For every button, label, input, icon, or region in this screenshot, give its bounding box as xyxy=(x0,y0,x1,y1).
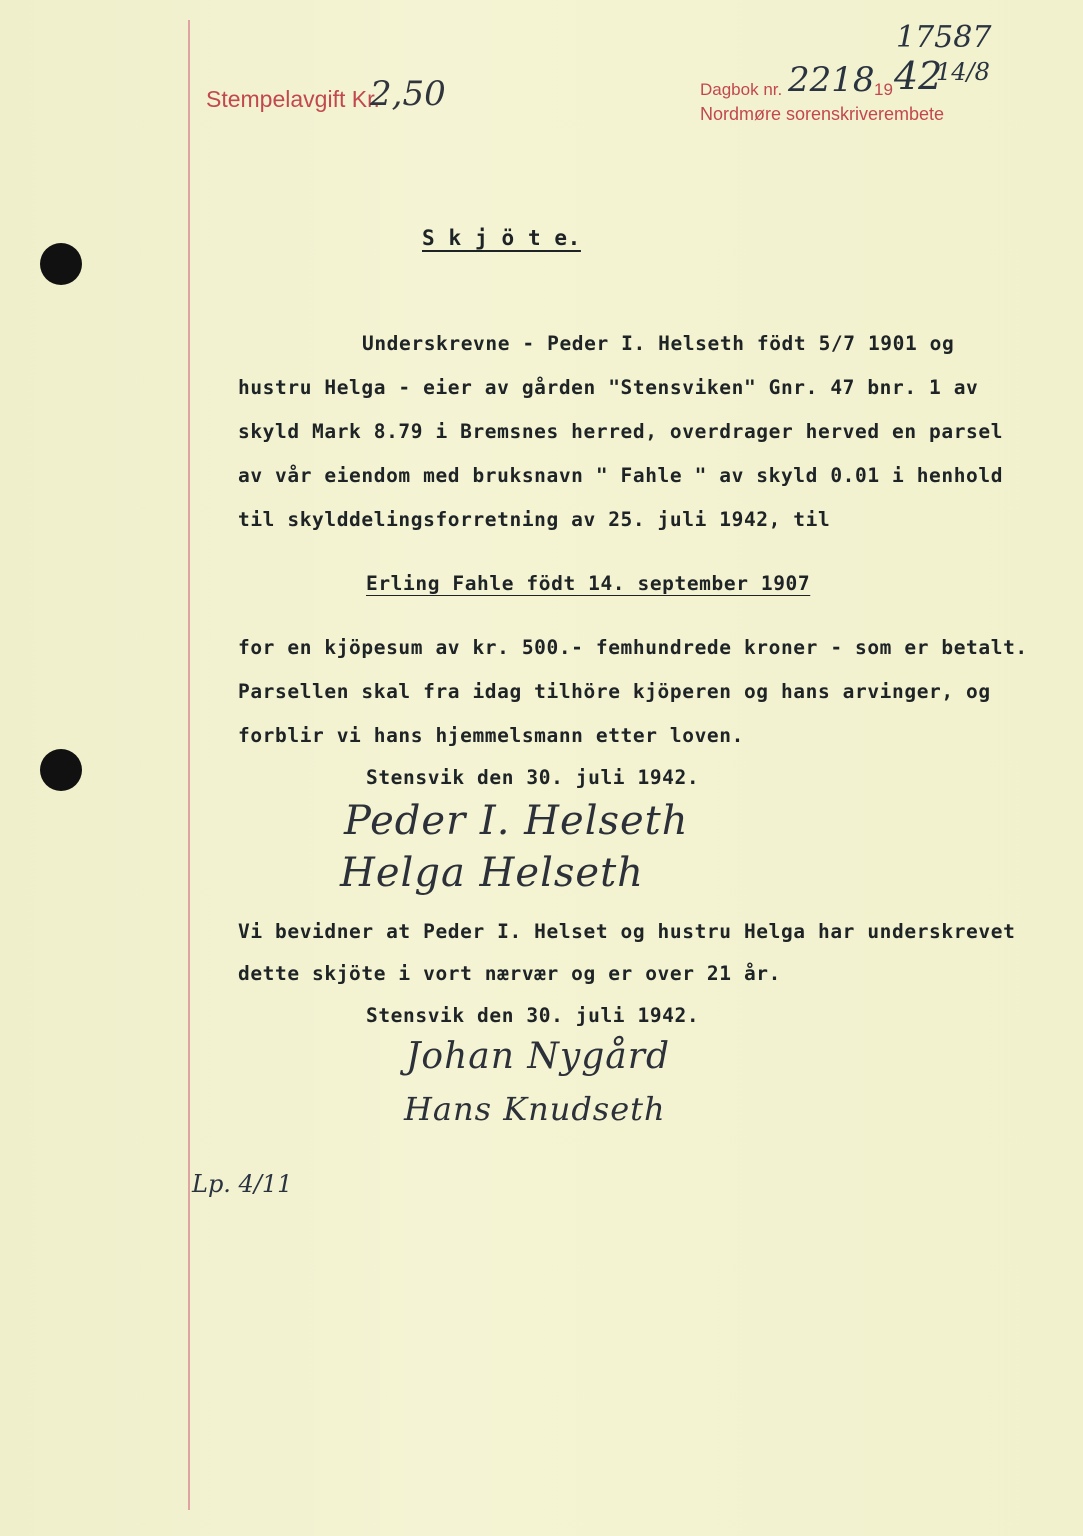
body-line: av vår eiendom med bruksnavn " Fahle " av skyld 0.01 i henhold xyxy=(238,464,1004,487)
body-line: skyld Mark 8.79 i Bremsnes herred, overdrager herved en parsel xyxy=(238,420,1004,443)
place-date: Stensvik den 30. juli 1942. xyxy=(366,1004,700,1027)
body-line: til skylddelingsforretning av 25. juli 1942, til xyxy=(238,508,831,531)
witness-line: Vi bevidner at Peder I. Helset og hustru Helga har underskrevet xyxy=(238,920,1016,943)
journal-number: 2218 xyxy=(788,60,875,100)
buyer-line: Erling Fahle födt 14. september 1907 xyxy=(366,572,811,595)
body-line: forblir vi hans hjemmelsmann etter loven. xyxy=(238,724,744,747)
journal-year-prefix: 19 xyxy=(874,80,893,99)
stamp-duty-label: Stempelavgift Kr. xyxy=(206,86,380,112)
punch-hole-top xyxy=(40,243,82,285)
body-line: hustru Helga - eier av gården "Stensviken" Gnr. 47 bnr. 1 av xyxy=(238,376,979,399)
signature-hans: Hans Knudseth xyxy=(404,1090,666,1128)
signature-peder: Peder I. Helseth xyxy=(344,798,689,844)
journal-year: 42 xyxy=(894,54,943,98)
journal-label: Dagbok nr. xyxy=(700,80,783,99)
body-line: Parsellen skal fra idag tilhöre kjöperen og hans arvinger, og xyxy=(238,680,991,703)
signature-helga: Helga Helseth xyxy=(340,850,644,896)
signature-johan: Johan Nygård xyxy=(406,1036,670,1077)
punch-hole-bottom xyxy=(40,749,82,791)
journal-date: 14/8 xyxy=(936,58,990,86)
footnote: Lp. 4/11 xyxy=(192,1170,293,1198)
body-line: Underskrevne - Peder I. Helseth födt 5/7 1901 og xyxy=(362,332,955,355)
document-title: S k j ö t e. xyxy=(422,226,581,250)
margin-rule xyxy=(188,20,190,1510)
place-date: Stensvik den 30. juli 1942. xyxy=(366,766,700,789)
stamp-duty-amount: 2,50 xyxy=(370,74,446,114)
office-stamp: Nordmøre sorenskriverembete xyxy=(700,104,945,124)
witness-line: dette skjöte i vort nærvær og er over 21 år. xyxy=(238,962,781,985)
body-line: for en kjöpesum av kr. 500.- femhundrede kroner - som er betalt. xyxy=(238,636,1028,659)
folio-number: 17587 xyxy=(896,20,992,55)
